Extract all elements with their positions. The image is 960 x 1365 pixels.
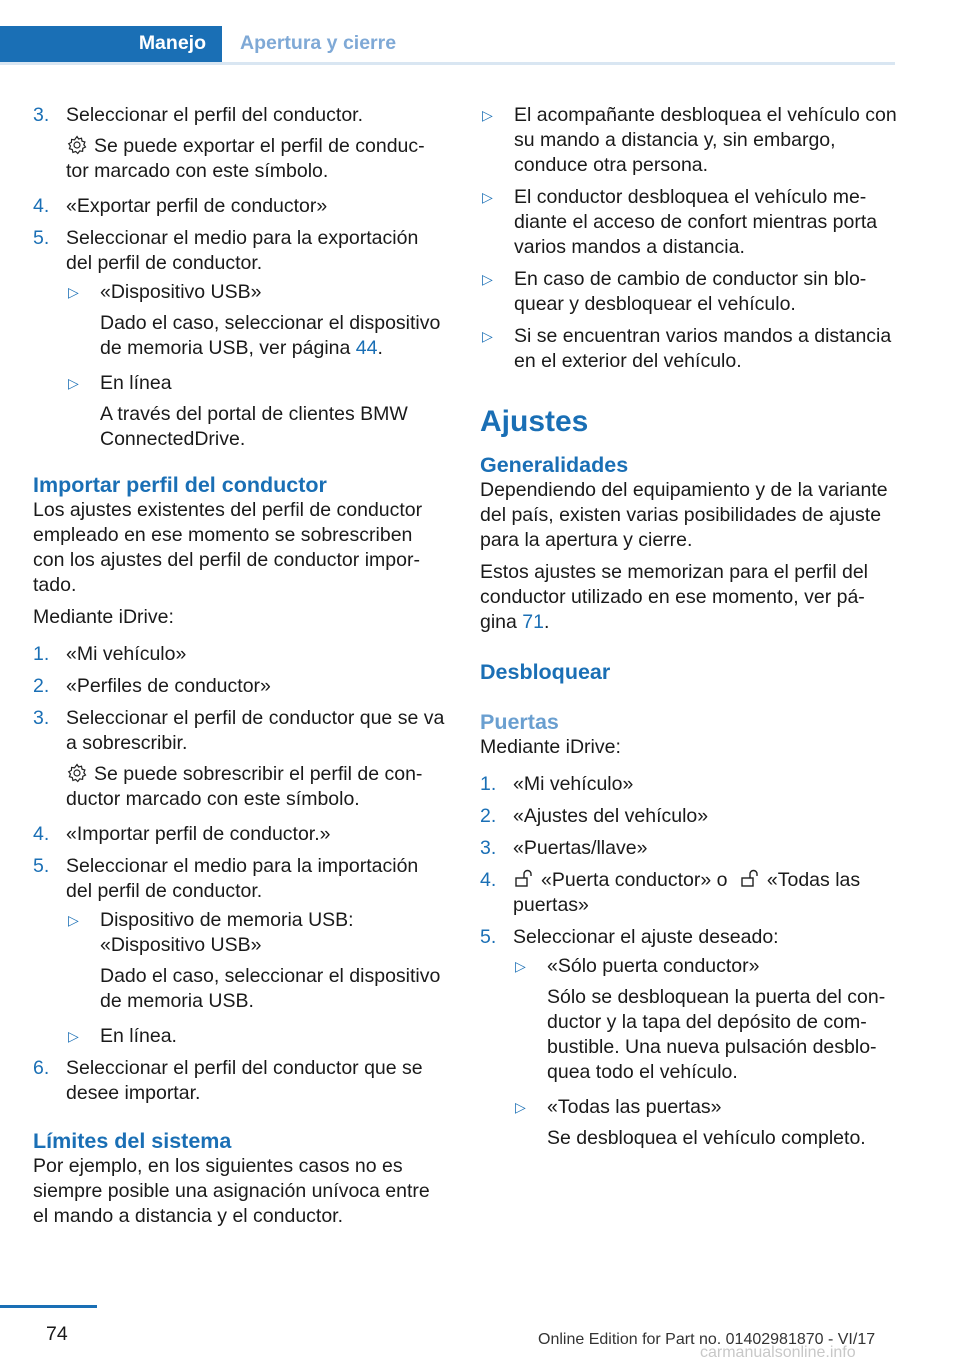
list-item — [480, 804, 898, 829]
sub-item-title: «Sólo puerta conductor» — [547, 955, 760, 977]
item-note — [66, 762, 448, 812]
subsection-heading: Puertas — [480, 710, 559, 734]
item-text: «Mi vehículo» — [513, 773, 634, 795]
settings-gear-icon — [66, 134, 88, 156]
item-number: 1. — [480, 773, 497, 795]
list-item — [33, 674, 448, 699]
list-item — [33, 1056, 448, 1106]
sub-list — [513, 954, 898, 1151]
triangle-bullet-icon: ▷ — [68, 284, 79, 300]
sub-item-title: En línea — [100, 372, 172, 394]
page-link[interactable]: 71 — [522, 611, 544, 633]
sub-item-desc-text: Dado el caso, seleccionar el dispositivo de memoria USB, ver página — [100, 312, 441, 359]
paragraph: Los ajustes existentes del perfil de conductor empleado en ese momento se sobrescriben con los ajustes del perfil de conductor impor‐ tado. — [33, 499, 423, 596]
triangle-bullet-icon: ▷ — [68, 912, 79, 928]
settings-gear-icon — [66, 762, 88, 784]
list-item — [480, 925, 898, 1151]
list-item — [33, 642, 448, 667]
edition-note: Online Edition for Part no. 01402981870 - VI/17 — [538, 1331, 876, 1348]
sub-item-desc: Sólo se desbloquean la puerta del con‐ ductor y la tapa del depósito de com‐ bustible. Una nueva pulsación desblo‐ quea todo el vehículo. — [547, 986, 886, 1083]
item-number: 1. — [33, 643, 50, 665]
right-column — [480, 103, 898, 1161]
page-number: 74 — [46, 1323, 68, 1345]
item-number: 5. — [480, 926, 497, 948]
sub-item-title: Dispositivo de memoria USB: «Dispositivo USB» — [100, 909, 354, 956]
list-item — [33, 822, 448, 847]
triangle-bullet-icon: ▷ — [482, 328, 493, 344]
sub-item-title: «Dispositivo USB» — [100, 281, 262, 303]
tab-apertura-y-cierre[interactable]: Apertura y cierre — [240, 32, 397, 54]
sub-item-desc — [100, 311, 448, 361]
paragraph: Mediante iDrive: — [33, 606, 174, 628]
unlocked-all-doors-icon — [739, 868, 761, 890]
sub-item — [513, 954, 898, 1085]
section-heading: Importar perfil del conductor — [33, 473, 327, 497]
sub-item-desc-end: . — [377, 337, 383, 359]
bullet-text: Si se encuentran varios mandos a distancia en el exterior del vehículo. — [514, 325, 892, 372]
triangle-bullet-icon: ▷ — [68, 375, 79, 391]
list-item — [480, 868, 898, 918]
paragraph-text: Estos ajustes se memorizan para el perfil del conductor utilizado en ese momento, ver pá‐ gina — [480, 561, 869, 633]
paragraph: Mediante iDrive: — [480, 736, 621, 758]
list-item — [480, 772, 898, 797]
item-number: 2. — [33, 675, 50, 697]
item-number: 3. — [33, 707, 50, 729]
triangle-bullet-icon: ▷ — [68, 1028, 79, 1044]
item-note-text: Se puede exportar el perfil de conduc‐ tor marcado con este símbolo. — [66, 135, 425, 182]
bullet-item — [480, 185, 898, 260]
item-text: Seleccionar el ajuste deseado: — [513, 926, 779, 948]
paragraph: Dependiendo del equipamiento y de la variante del país, existen varias posibilidades de ajuste para la apertura y cierre. — [480, 479, 888, 551]
paragraph — [480, 560, 898, 635]
footer-rule — [0, 1305, 97, 1308]
item-text: «Perfiles de conductor» — [66, 675, 271, 697]
unlocked-door-icon — [513, 868, 535, 890]
bullet-text: En caso de cambio de conductor sin blo‐ quear y desbloquear el vehículo. — [514, 268, 867, 315]
item-number: 4. — [33, 195, 50, 217]
bullet-item — [480, 324, 898, 374]
sub-item — [66, 1024, 448, 1049]
list-item — [33, 194, 448, 219]
item-text: Seleccionar el perfil del conductor. — [66, 104, 364, 126]
triangle-bullet-icon: ▷ — [482, 189, 493, 205]
item-number: 3. — [33, 104, 50, 126]
triangle-bullet-icon: ▷ — [482, 271, 493, 287]
item-text: «Mi vehículo» — [66, 643, 187, 665]
item-number: 5. — [33, 227, 50, 249]
item-text: Seleccionar el perfil del conductor que se desee importar. — [66, 1057, 423, 1104]
option-driver-door: «Puerta conductor» o — [541, 869, 728, 891]
bullet-item — [480, 267, 898, 317]
sub-item-title: «Todas las puertas» — [547, 1096, 722, 1118]
sub-item — [66, 371, 448, 452]
tab-manejo-label: Manejo — [138, 32, 206, 54]
sub-item-title: En línea. — [100, 1025, 177, 1047]
chapter-header — [0, 26, 895, 65]
triangle-bullet-icon: ▷ — [482, 107, 493, 123]
sub-list — [66, 908, 448, 1049]
item-text: «Exportar perfil de conductor» — [66, 195, 328, 217]
item-text — [513, 868, 898, 918]
item-text: Seleccionar el medio para la importación del perfil de conductor. — [66, 855, 419, 902]
item-number: 4. — [33, 823, 50, 845]
section-heading: Límites del sistema — [33, 1129, 232, 1153]
bullet-item — [480, 103, 898, 178]
list-item — [33, 226, 448, 452]
item-number: 3. — [480, 837, 497, 859]
bullet-text: El acompañante desbloquea el vehículo con su mando a distancia y, sin embargo, conduce otra persona. — [514, 104, 897, 176]
item-note — [66, 134, 448, 184]
watermark: carmanualsonline.info — [700, 1344, 856, 1361]
left-column — [33, 103, 448, 1236]
item-text: Seleccionar el perfil de conductor que se va a sobrescribir. — [66, 707, 445, 754]
paragraph-end: . — [544, 611, 550, 633]
section-heading: Desbloquear — [480, 660, 611, 684]
sub-item — [66, 280, 448, 361]
bullet-text: El conductor desbloquea el vehículo me‐ diante el acceso de confort mientras porta varios mandos a distancia. — [514, 186, 878, 258]
paragraph: Por ejemplo, en los siguientes casos no es siempre posible una asignación unívoca entre el mando a distancia y el conductor. — [33, 1155, 430, 1227]
page-link[interactable]: 44 — [355, 337, 378, 359]
tab-manejo[interactable] — [0, 26, 222, 62]
sub-item — [513, 1095, 898, 1151]
item-number: 4. — [480, 869, 497, 891]
option-all-doors: «Todas las puertas» — [513, 869, 861, 916]
list-item — [33, 854, 448, 1049]
item-text: «Importar perfil de conductor.» — [66, 823, 331, 845]
item-note-text: Se puede sobrescribir el perfil de con‐ ductor marcado con este símbolo. — [66, 763, 423, 810]
list-item — [33, 103, 448, 184]
section-title-ajustes: Ajustes — [480, 405, 589, 438]
sub-item — [66, 908, 448, 1014]
item-text: Seleccionar el medio para la exportación del perfil de conductor. — [66, 227, 419, 274]
sub-item-desc: Dado el caso, seleccionar el dispositivo de memoria USB. — [100, 965, 441, 1012]
list-item — [480, 836, 898, 861]
item-text: «Ajustes del vehículo» — [513, 805, 709, 827]
sub-list — [66, 280, 448, 452]
item-number: 2. — [480, 805, 497, 827]
item-number: 6. — [33, 1057, 50, 1079]
triangle-bullet-icon: ▷ — [515, 958, 526, 974]
section-heading: Generalidades — [480, 453, 629, 477]
item-number: 5. — [33, 855, 50, 877]
item-text: «Puertas/llave» — [513, 837, 648, 859]
sub-item-desc: Se desbloquea el vehículo completo. — [547, 1127, 866, 1149]
triangle-bullet-icon: ▷ — [515, 1099, 526, 1115]
sub-item-desc: A través del portal de clientes BMW ConnectedDrive. — [100, 403, 408, 450]
list-item — [33, 706, 448, 812]
